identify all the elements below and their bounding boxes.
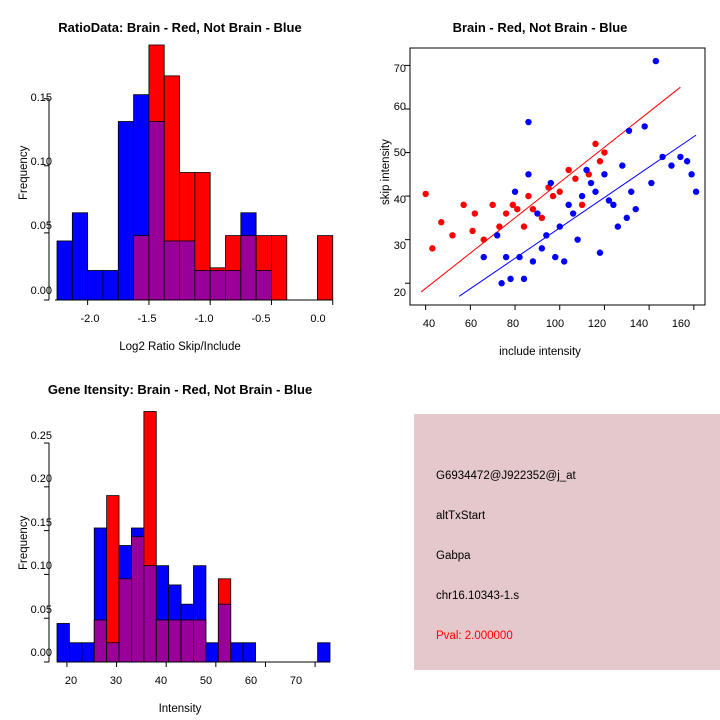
hist-ratio-ylabel: Frequency	[18, 145, 30, 200]
panel-hist-ratio	[0, 0, 360, 360]
info-gene-name: Gabpa	[436, 550, 471, 562]
hist-ratio-ytick-1: 0.05	[30, 220, 52, 232]
scatter-ytick-5: 70	[393, 63, 406, 75]
scatter-xtick-6: 160	[671, 318, 691, 330]
hist-ratio-xtick-2: -1.0	[194, 313, 214, 325]
hist-intensity-ylabel: Frequency	[18, 515, 30, 570]
panel-scatter	[360, 0, 720, 360]
scatter-xtick-1: 60	[464, 318, 478, 330]
hist-intensity-xtick-3: 50	[199, 675, 213, 687]
panel-info	[360, 360, 720, 720]
hist-intensity-ytick-0: 0.00	[30, 647, 52, 659]
hist-intensity-xtick-0: 20	[64, 675, 78, 687]
hist-ratio-xtick-3: -0.5	[251, 313, 271, 325]
hist-ratio-ytick-0: 0.00	[30, 285, 52, 297]
hist-ratio-ytick-2: 0.10	[30, 156, 52, 168]
hist-intensity-ytick-1: 0.05	[30, 604, 52, 616]
info-pval: Pval: 2.000000	[436, 630, 513, 642]
panel-hist-intensity	[0, 360, 360, 720]
hist-intensity-xlabel: Intensity	[158, 703, 202, 715]
hist-intensity-xtick-4: 60	[244, 675, 258, 687]
info-probe-id: G6934472@J922352@j_at	[436, 470, 576, 482]
scatter-ytick-3: 50	[393, 147, 406, 159]
hist-intensity-xtick-1: 30	[109, 675, 123, 687]
hist-intensity-ytick-2: 0.10	[30, 560, 52, 572]
scatter-xtick-2: 80	[506, 318, 520, 330]
scatter-xlabel: include intensity	[499, 346, 581, 358]
hist-ratio-xtick-4: 0.0	[310, 313, 326, 325]
hist-ratio-xtick-0: -2.0	[80, 313, 100, 325]
scatter-ytick-1: 30	[393, 240, 406, 252]
info-coordinate: chr16.10343-1.s	[436, 590, 520, 602]
hist-intensity-xtick-2: 40	[154, 675, 168, 687]
hist-ratio-ytick-3: 0.15	[30, 92, 52, 104]
hist-intensity-ytick-3: 0.15	[30, 517, 52, 529]
scatter-plot	[360, 0, 720, 360]
hist-ratio-plot	[0, 0, 360, 360]
scatter-xtick-0: 40	[422, 318, 436, 330]
scatter-ytick-2: 40	[393, 194, 406, 206]
scatter-ytick-0: 20	[393, 287, 406, 299]
scatter-xtick-3: 100	[545, 318, 565, 330]
scatter-title: Brain - Red, Not Brain - Blue	[452, 20, 628, 35]
scatter-ylabel: skip intensity	[380, 139, 392, 205]
hist-intensity-title: Gene Itensity: Brain - Red, Not Brain - Blue	[47, 382, 313, 397]
scatter-ytick-4: 60	[393, 101, 406, 113]
hist-ratio-xtick-1: -1.5	[137, 313, 157, 325]
hist-intensity-plot	[0, 360, 360, 720]
hist-intensity-ytick-5: 0.25	[30, 430, 52, 442]
info-box	[414, 414, 720, 670]
hist-intensity-xtick-5: 70	[289, 675, 303, 687]
scatter-xtick-4: 120	[587, 318, 607, 330]
hist-ratio-title: RatioData: Brain - Red, Not Brain - Blue	[58, 20, 302, 35]
hist-intensity-ytick-4: 0.20	[30, 473, 52, 485]
hist-ratio-xlabel: Log2 Ratio Skip/Include	[119, 341, 241, 353]
scatter-xtick-5: 140	[629, 318, 649, 330]
info-event-type: altTxStart	[436, 510, 486, 522]
